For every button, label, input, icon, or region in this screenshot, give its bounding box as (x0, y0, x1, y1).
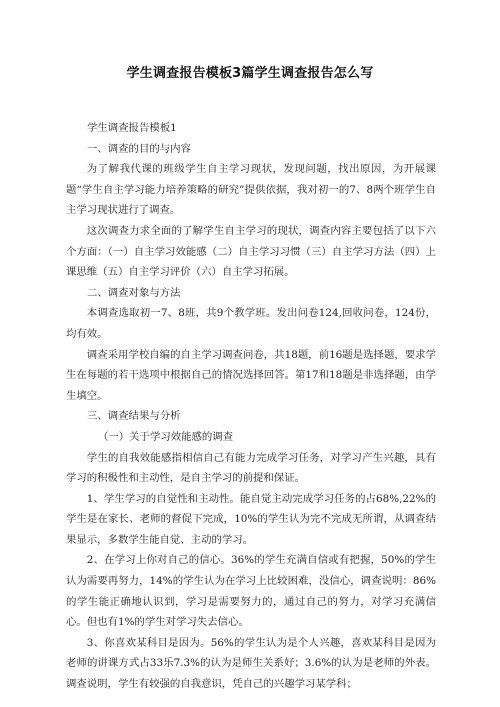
section-heading: 三、调查结果与分析 (87, 410, 181, 423)
paragraph: 为了解我代课的班级学生自主学习现状，发现问题，找出原因，为开展课题“学生自主学习能力培养策略的研究”提供依据，我对初一的7、8两个班学生自主学习现状进行了调查。 (66, 163, 436, 217)
section-heading: 一、调查的目的与内容 (87, 142, 191, 155)
document-body (66, 118, 436, 695)
paragraph: 这次调查力求全面的了解学生自主学习的现状，调查内容主要包括了以下六个方面：（一）自主学习效能感（二）自主学习习惯（三）自主学习方法（四）上课思维（五）自主学习评价（六）自主学习拓展。 (66, 224, 436, 279)
paragraph: 3、你喜欢某科目是因为。56%的学生认为是个人兴趣，喜欢某科目是因为老师的讲课方式占33乐7.3%的认为是师生关系好；3.6%的认为是老师的外表。调查说明，学生有较强的自我意识，凭自己的兴趣学习某学科； (66, 636, 436, 691)
section-heading: （一）关于学习效能感的调查 (98, 430, 234, 443)
section-heading: 学生调查报告模板1 (87, 122, 177, 134)
paragraph: 调查采用学校自编的自主学习调查问卷，共18题，前16题是选择题，要求学生在每题的若干选项中根据自己的情况选择回答。第17和18题是非选择题，由学生填空。 (66, 348, 436, 402)
paragraph: 1、学生学习的自觉性和主动性。能自觉主动完成学习任务的占68%,22%的学生是在家长、老师的督促下完成，10%的学生认为完不完成无所谓，从调查结果显示，多数学生能自觉、主动的学习。 (66, 492, 436, 546)
paragraph: 2、在学习上你对自己的信心。36%的学生充满自信或有把握，50%的学生认为需要再努力，14%的学生认为在学习上比较困难，没信心，调查说明：86%的学生能正确地认识到，学习是需要努力的，通过自己的努力，对学习充满信心。但也有1%的学生对学习失去信心。 (66, 554, 436, 629)
document-title: 学生调查报告模板3篇学生调查报告怎么写 (126, 66, 374, 81)
paragraph: 学生的自我效能感指相信自己有能力完成学习任务，对学习产生兴趣，具有学习的积极性和主动性，是自主学习的前提和保证。 (66, 451, 436, 485)
section-heading: 二、调查对象与方法 (87, 286, 181, 299)
paragraph: 本调查选取初一7、8班，共9个教学班。发出问卷124,回收问卷，124份，均有效。 (66, 307, 436, 340)
